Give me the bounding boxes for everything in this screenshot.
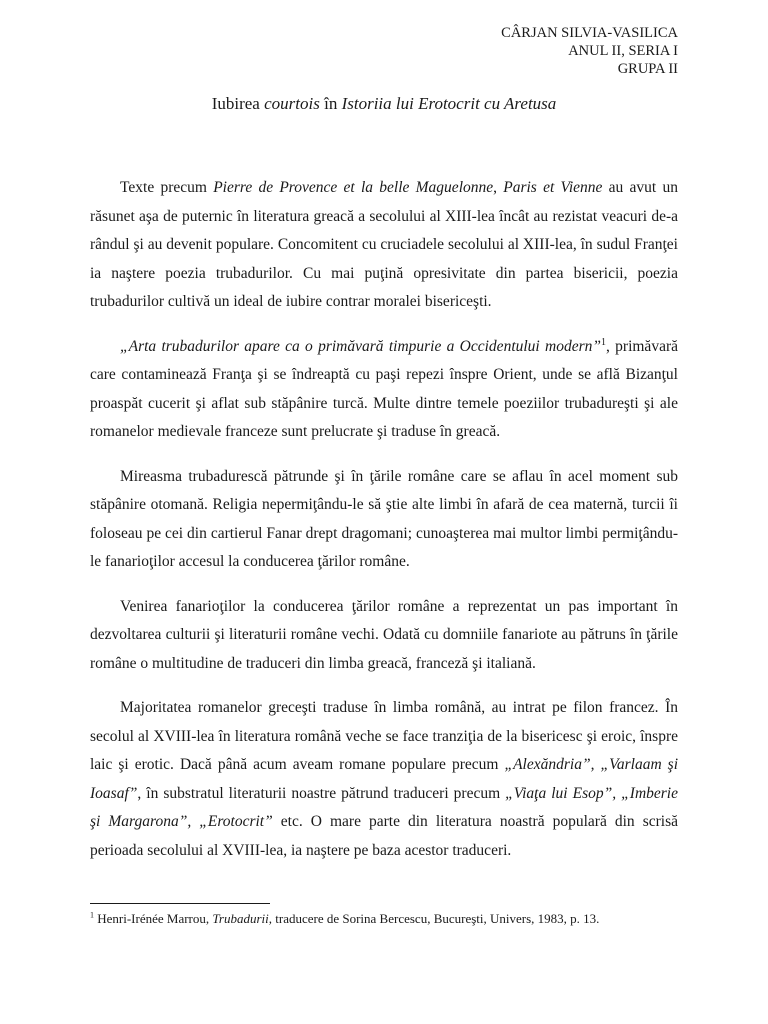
paragraph-2 — [90, 333, 678, 447]
italic-run: Trubadurii, — [212, 911, 272, 926]
author-header — [501, 24, 678, 78]
quote-run: „Arta trubadurilor apare ca o primăvară timpurie a Occidentului modern” — [120, 337, 601, 355]
text-run: traducere de Sorina Bercescu, Bucureşti, Univers, 1983, p. 13. — [272, 911, 600, 926]
text-run: au avut un răsunet aşa de puternic în literatura greacă a secolului al XIII-lea încât au rezistat veacuri de-a rândul şi au devenit populare. Concomitent cu cruciadele secolului al XIII-lea, în sudul Franţei ia naştere poezia trubadurilor. Cu mai puţină opresivitate din partea bisericii, poezia trubadurilor cultivă un ideal de iubire contrar moralei bisericeşti. — [90, 179, 678, 310]
author-group: GRUPA II — [617, 61, 678, 77]
paragraph-1 — [90, 174, 678, 317]
footnote-divider — [90, 903, 270, 904]
italic-run: Paris et Vienne — [503, 179, 603, 196]
italic-run: „Viaţa lui Esop”, „Imberie şi Margarona”, „Erotocrit” — [90, 784, 678, 830]
text-run: , primăvară care contaminează Franţa şi se îndreaptă cu paşi repezi înspre Orient, unde se află Bizanţul proaspăt cucerit şi aflat sub stăpânire turcă. Multe dintre temele poeziilor trubadureşti şi ale romanelor medievale franceze sunt prelucrate şi traduse în greacă. — [90, 337, 678, 440]
italic-run: „Alexăndria”, „Varlaam şi Ioasaf” — [90, 756, 679, 802]
footnote-ref[interactable]: 1 — [601, 336, 606, 348]
author-year-series: ANUL II, SERIA I — [568, 43, 678, 59]
title-part: în — [319, 94, 342, 113]
text-run: , — [493, 179, 504, 196]
text-run: Texte precum — [120, 179, 214, 196]
paragraph-3 — [90, 463, 678, 577]
text-run: Venirea fanarioţilor la conducerea ţărilor române a reprezentat un pas important în dezvoltarea culturii şi literaturii române vechi. Odată cu domniile fanariote au pătruns în ţările române o multitudine de traduceri din limba greacă, franceză şi italiană. — [90, 597, 678, 672]
title-part: Iubirea — [211, 94, 265, 113]
document-body — [90, 174, 678, 865]
text-run: , în substratul literaturii noastre pătrund traduceri precum — [137, 784, 506, 802]
text-run: etc. O mare parte din literatura noastră populară din scrisă perioada secolului al XVIII-lea, ia naştere pe baza acestor traduceri. — [90, 813, 679, 859]
author-name: CÂRJAN SILVIA-VASILICA — [501, 25, 678, 41]
footnote — [90, 910, 678, 928]
text-run: Mireasma trubadurescă pătrunde şi în ţările române care se aflau în acel moment sub stăpânire otomană. Religia nepermiţându-le să ştie alte limbi în afară de cea maternă, turcii îi foloseau pe cei din cartierul Fanar drept dragomani; cunoaşterea mai multor limbi permiţându-le fanarioţilor accesul la conducerea ţărilor române. — [90, 467, 678, 570]
title-italic-courtois: courtois — [264, 94, 320, 113]
paragraph-5 — [90, 694, 678, 865]
text-run: Majoritatea romanelor greceşti traduse în limba română, au intrat pe filon francez. În secolul al XVIII-lea în literatura română veche se face tranziţia de la bisericesc şi eroic, înspre laic şi erotic. Dacă până acum aveam romane populare precum — [90, 699, 678, 773]
title-italic-work: Istoriia lui Erotocrit cu Aretusa — [341, 94, 557, 113]
footnote-number: 1 — [90, 910, 94, 920]
text-run: Henri-Irénée Marrou, — [94, 911, 213, 926]
paragraph-4 — [90, 593, 678, 679]
italic-run: Pierre de Provence et la belle Maguelonne — [213, 179, 494, 196]
document-title — [0, 94, 768, 114]
